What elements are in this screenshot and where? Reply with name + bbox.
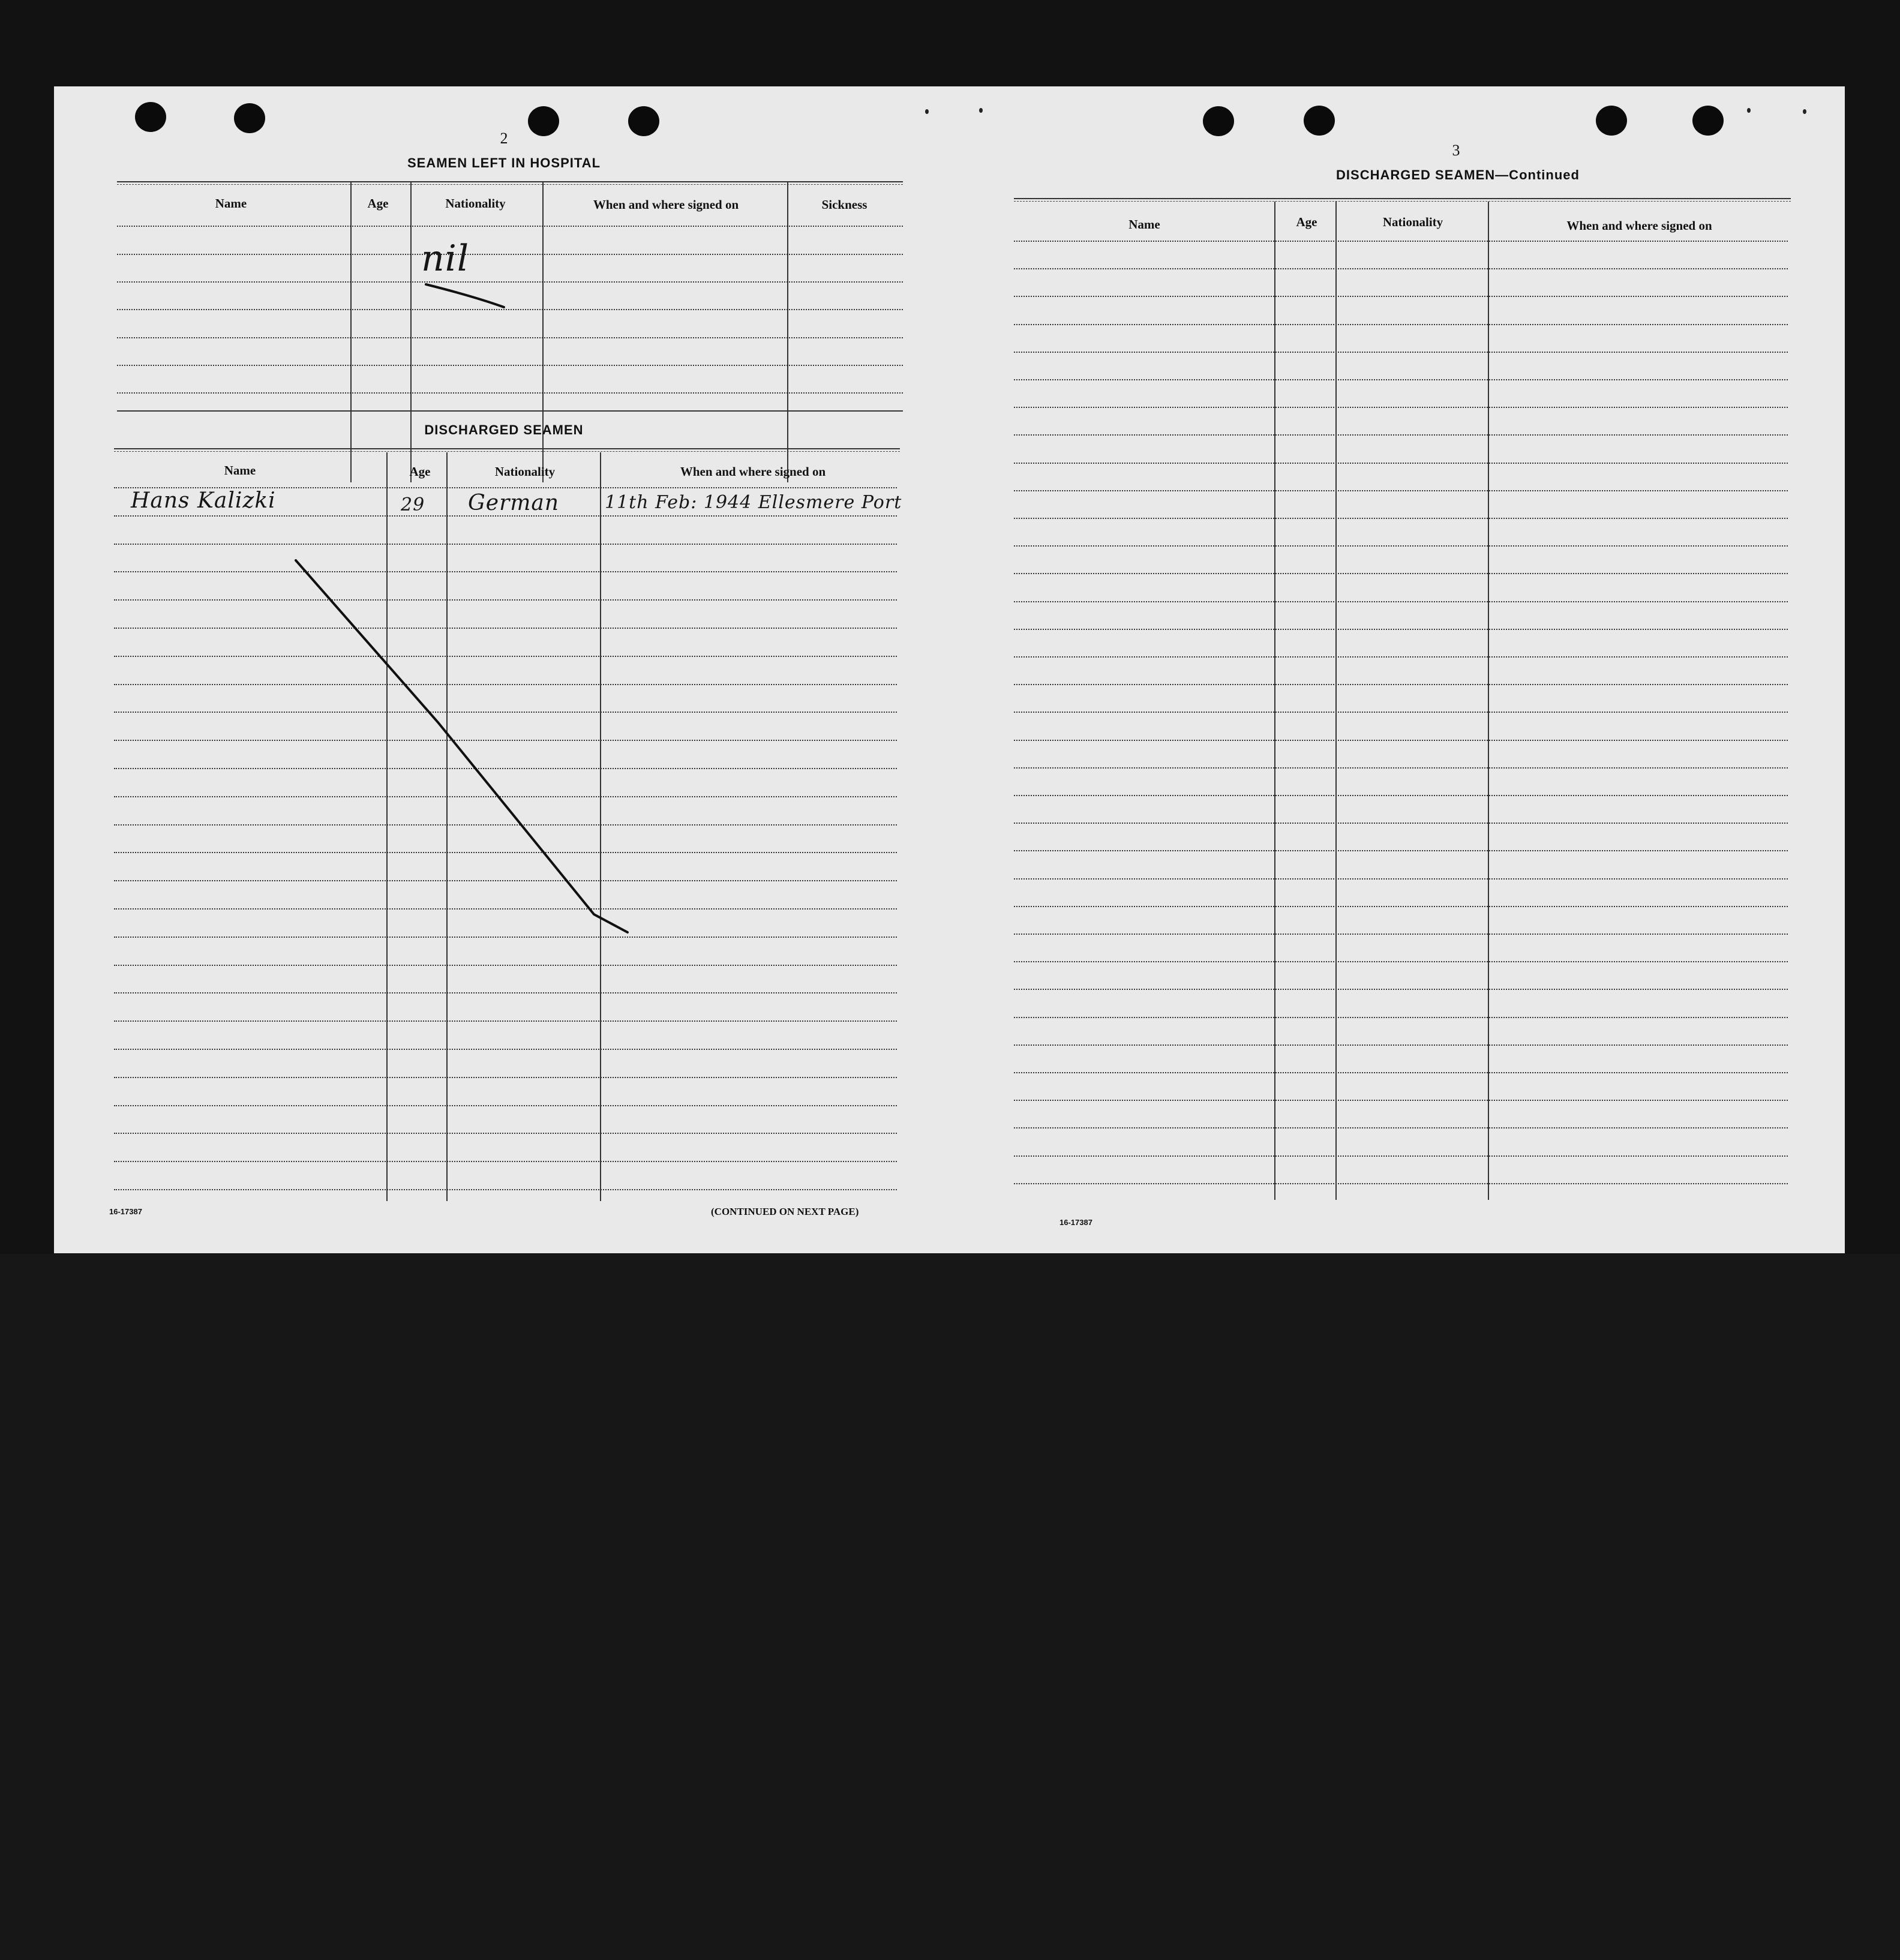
column-header-sickness: Sickness — [821, 197, 868, 212]
page-number: 3 — [1452, 142, 1460, 159]
continued-footer: (CONTINUED ON NEXT PAGE) — [711, 1206, 859, 1217]
strike-through-mark — [54, 86, 1845, 1253]
column-header-signed-on: When and where signed on — [593, 197, 739, 212]
entry-name: Hans Kalizki — [131, 488, 276, 513]
discharged-continued-title: DISCHARGED SEAMEN—Continued — [1336, 167, 1580, 182]
hospital-section-title: SEAMEN LEFT IN HOSPITAL — [407, 155, 601, 170]
entry-nationality: German — [468, 491, 560, 515]
column-header-name: Name — [215, 196, 247, 211]
column-header-age: Age — [409, 464, 431, 479]
column-header-name: Name — [224, 463, 256, 478]
column-header-name: Name — [1128, 217, 1160, 232]
column-header-signed-on: When and where signed on — [1566, 218, 1712, 233]
discharged-section-title: DISCHARGED SEAMEN — [424, 422, 584, 437]
entry-signed-on: 11th Feb: 1944 Ellesmere Port — [605, 492, 902, 513]
column-header-nationality: Nationality — [1382, 215, 1443, 229]
entry-age: 29 — [401, 494, 425, 515]
column-header-age: Age — [1296, 215, 1317, 229]
page-number: 2 — [500, 130, 508, 147]
column-header-signed-on: When and where signed on — [680, 464, 826, 479]
ledger-sheet — [54, 86, 1845, 1253]
form-number: 16-17387 — [1059, 1218, 1092, 1227]
column-header-age: Age — [367, 196, 389, 211]
hospital-entry-nil: nil — [421, 238, 470, 280]
form-number: 16-17387 — [109, 1207, 142, 1216]
column-header-nationality: Nationality — [494, 464, 556, 479]
column-header-nationality: Nationality — [445, 196, 506, 211]
